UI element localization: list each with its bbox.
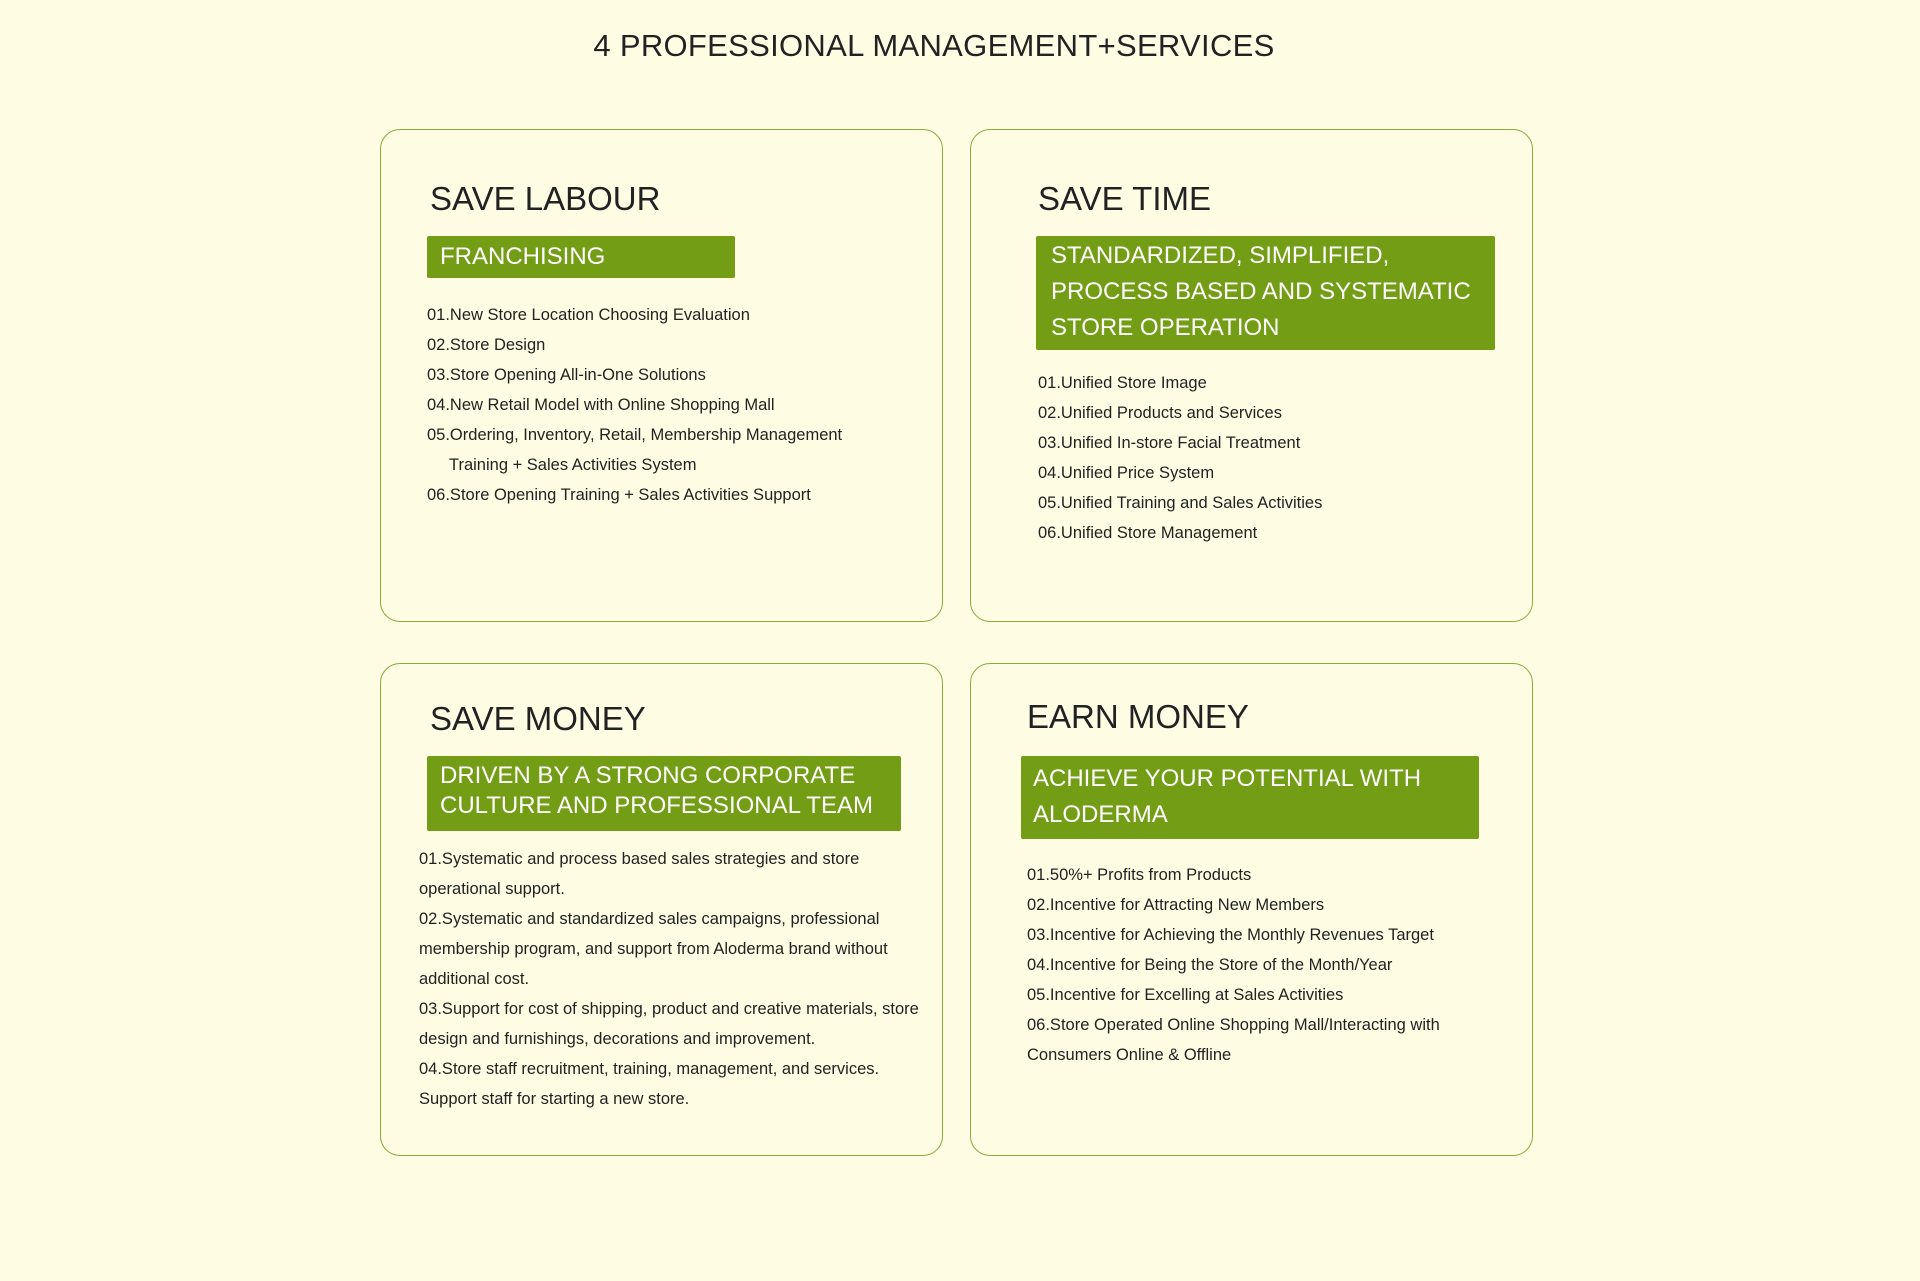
list-item: 06.Unified Store Management bbox=[1038, 524, 1258, 542]
list-item: 05.Ordering, Inventory, Retail, Membership Management Training + Sales Activities System bbox=[427, 426, 843, 474]
card-list bbox=[427, 300, 857, 510]
list-item: 05.Unified Training and Sales Activities bbox=[1038, 494, 1323, 512]
card-title: EARN MONEY bbox=[1027, 698, 1249, 735]
list-item: 06.Store Operated Online Shopping Mall/Interacting with Consumers Online & Offline bbox=[1027, 1016, 1440, 1064]
list-item: 04.Incentive for Being the Store of the Month/Year bbox=[1027, 956, 1393, 974]
card-title: SAVE LABOUR bbox=[430, 180, 661, 217]
list-item: 03.Incentive for Achieving the Monthly Revenues Target bbox=[1027, 926, 1434, 944]
list-item: 04.Store staff recruitment, training, management, and services. Support staff for starting a new store. bbox=[419, 1060, 880, 1108]
list-item: 01.New Store Location Choosing Evaluation bbox=[427, 306, 750, 324]
card-save-time bbox=[970, 129, 1533, 622]
list-item: 02.Incentive for Attracting New Members bbox=[1027, 896, 1325, 914]
card-banner: STANDARDIZED, SIMPLIFIED, PROCESS BASED AND SYSTEMATIC STORE OPERATION bbox=[1036, 236, 1495, 350]
list-item: 04.New Retail Model with Online Shopping Mall bbox=[427, 396, 775, 414]
card-earn-money bbox=[970, 663, 1533, 1156]
list-item: 01.Unified Store Image bbox=[1038, 374, 1207, 392]
list-item: 01.50%+ Profits from Products bbox=[1027, 866, 1252, 884]
list-item: 04.Unified Price System bbox=[1038, 464, 1215, 482]
list-item: 03.Store Opening All-in-One Solutions bbox=[427, 366, 706, 384]
card-banner: ACHIEVE YOUR POTENTIAL WITH ALODERMA bbox=[1021, 756, 1479, 839]
card-list bbox=[1027, 860, 1447, 1070]
card-list bbox=[1038, 368, 1478, 548]
list-item: 03.Unified In-store Facial Treatment bbox=[1038, 434, 1301, 452]
list-item: 02.Store Design bbox=[427, 336, 546, 354]
list-item: 02.Unified Products and Services bbox=[1038, 404, 1282, 422]
card-list bbox=[419, 844, 929, 1114]
list-item: 06.Store Opening Training + Sales Activities Support bbox=[427, 486, 811, 504]
card-save-labour bbox=[380, 129, 943, 622]
list-item: 03.Support for cost of shipping, product and creative materials, store design and furnishings, decorations and improvement. bbox=[419, 1000, 919, 1048]
list-item: 05.Incentive for Excelling at Sales Activities bbox=[1027, 986, 1344, 1004]
card-banner: DRIVEN BY A STRONG CORPORATE CULTURE AND PROFESSIONAL TEAM bbox=[427, 756, 901, 831]
card-title: SAVE MONEY bbox=[430, 700, 646, 737]
card-title: SAVE TIME bbox=[1038, 180, 1211, 217]
list-item: 02.Systematic and standardized sales campaigns, professional membership program, and support from Aloderma brand without additional cost. bbox=[419, 910, 888, 988]
card-banner: FRANCHISING bbox=[427, 236, 735, 278]
card-save-money bbox=[380, 663, 943, 1156]
list-item: 01.Systematic and process based sales strategies and store operational support. bbox=[419, 850, 860, 898]
page-title: 4 PROFESSIONAL MANAGEMENT+SERVICES bbox=[593, 28, 1275, 63]
